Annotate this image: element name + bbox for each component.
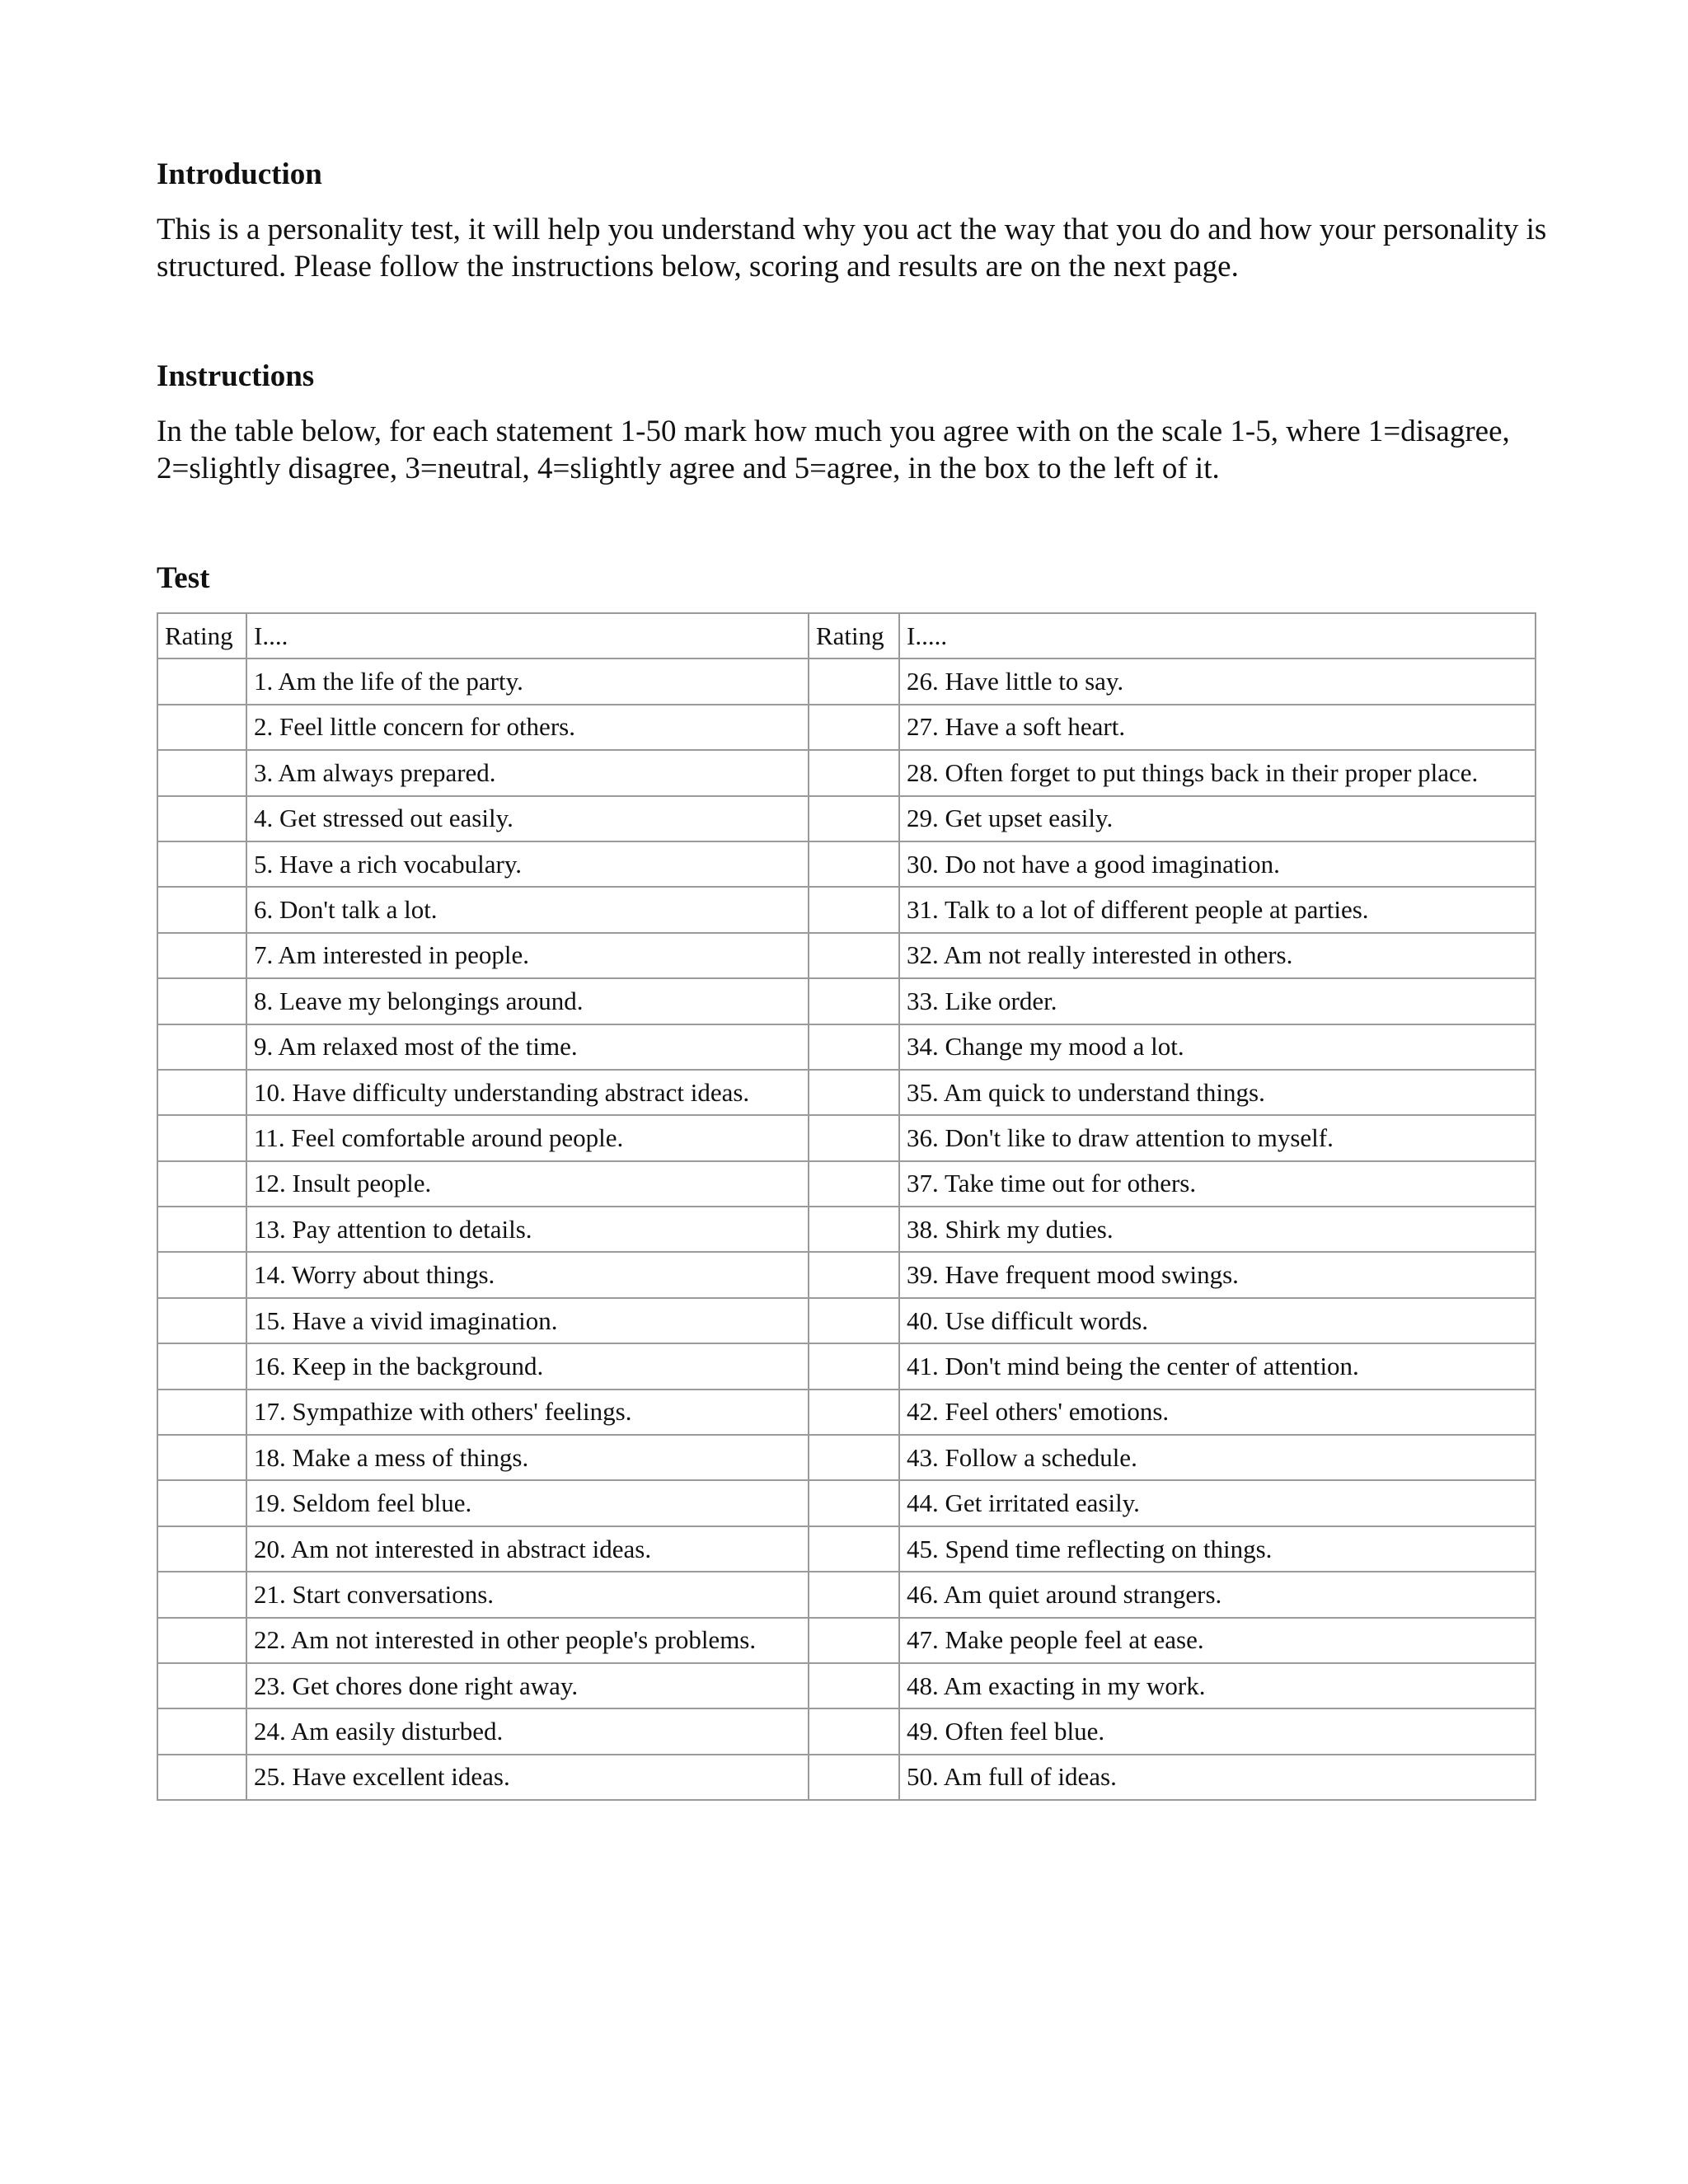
- statement-right: 45. Spend time reflecting on things.: [899, 1526, 1536, 1572]
- rating-box-left[interactable]: [157, 1343, 246, 1389]
- rating-box-left[interactable]: [157, 1298, 246, 1343]
- table-row: [157, 1526, 1536, 1572]
- statement-right: 42. Feel others' emotions.: [899, 1390, 1536, 1435]
- statement-left: 2. Feel little concern for others.: [246, 705, 809, 750]
- rating-box-left[interactable]: [157, 1252, 246, 1297]
- rating-box-right[interactable]: [809, 978, 899, 1024]
- table-row: [157, 1618, 1536, 1663]
- statement-right: 38. Shirk my duties.: [899, 1207, 1536, 1252]
- rating-box-left[interactable]: [157, 1115, 246, 1160]
- introduction-text: This is a personality test, it will help you understand why you act the way that you do and how your personality is structured. Please follow the instructions below, scoring and results are on the next page.: [157, 213, 1547, 284]
- table-row: [157, 978, 1536, 1024]
- table-row: [157, 1343, 1536, 1389]
- statement-left: 15. Have a vivid imagination.: [246, 1298, 809, 1343]
- statement-left: 6. Don't talk a lot.: [246, 887, 809, 932]
- rating-box-left[interactable]: [157, 841, 246, 887]
- rating-box-right[interactable]: [809, 887, 899, 932]
- statement-left: 4. Get stressed out easily.: [246, 796, 809, 841]
- rating-box-left[interactable]: [157, 796, 246, 841]
- rating-box-right[interactable]: [809, 1663, 899, 1708]
- rating-box-right[interactable]: [809, 796, 899, 841]
- statement-left: 8. Leave my belongings around.: [246, 978, 809, 1024]
- table-row: [157, 1390, 1536, 1435]
- statement-right: 50. Am full of ideas.: [899, 1755, 1536, 1800]
- statement-right: 39. Have frequent mood swings.: [899, 1252, 1536, 1297]
- statement-right: 32. Am not really interested in others.: [899, 933, 1536, 978]
- statement-right: 29. Get upset easily.: [899, 796, 1536, 841]
- statement-header-left: I....: [246, 613, 809, 658]
- rating-box-left[interactable]: [157, 1618, 246, 1663]
- statement-right: 34. Change my mood a lot.: [899, 1024, 1536, 1070]
- rating-header-right: Rating: [809, 613, 899, 658]
- table-row: [157, 841, 1536, 887]
- rating-box-left[interactable]: [157, 1572, 246, 1617]
- statement-left: 16. Keep in the background.: [246, 1343, 809, 1389]
- rating-box-right[interactable]: [809, 1207, 899, 1252]
- statement-left: 20. Am not interested in abstract ideas.: [246, 1526, 809, 1572]
- statement-left: 1. Am the life of the party.: [246, 658, 809, 704]
- rating-box-left[interactable]: [157, 887, 246, 932]
- statement-right: 43. Follow a schedule.: [899, 1435, 1536, 1480]
- statement-right: 36. Don't like to draw attention to myself.: [899, 1115, 1536, 1160]
- table-row: [157, 750, 1536, 795]
- rating-box-right[interactable]: [809, 1343, 899, 1389]
- statement-right: 41. Don't mind being the center of attention.: [899, 1343, 1536, 1389]
- statement-right: 33. Like order.: [899, 978, 1536, 1024]
- statement-left: 22. Am not interested in other people's problems.: [246, 1618, 809, 1663]
- rating-box-left[interactable]: [157, 1480, 246, 1526]
- statement-left: 25. Have excellent ideas.: [246, 1755, 809, 1800]
- statement-right: 37. Take time out for others.: [899, 1161, 1536, 1207]
- statement-right: 47. Make people feel at ease.: [899, 1618, 1536, 1663]
- rating-box-left[interactable]: [157, 1755, 246, 1800]
- statement-right: 31. Talk to a lot of different people at parties.: [899, 887, 1536, 932]
- table-header-row: [157, 613, 1536, 658]
- table-row: [157, 1480, 1536, 1526]
- rating-box-right[interactable]: [809, 750, 899, 795]
- statement-right: 40. Use difficult words.: [899, 1298, 1536, 1343]
- instructions-heading: Instructions: [157, 359, 315, 393]
- statement-left: 19. Seldom feel blue.: [246, 1480, 809, 1526]
- rating-box-left[interactable]: [157, 978, 246, 1024]
- statement-right: 26. Have little to say.: [899, 658, 1536, 704]
- table-row: [157, 705, 1536, 750]
- rating-box-left[interactable]: [157, 1708, 246, 1754]
- table-row: [157, 1755, 1536, 1800]
- test-table: [157, 612, 1536, 1801]
- statement-left: 13. Pay attention to details.: [246, 1207, 809, 1252]
- statement-right: 44. Get irritated easily.: [899, 1480, 1536, 1526]
- rating-box-right[interactable]: [809, 1024, 899, 1070]
- rating-box-left[interactable]: [157, 750, 246, 795]
- table-row: [157, 1115, 1536, 1160]
- table-row: [157, 658, 1536, 704]
- instructions-text: In the table below, for each statement 1-50 mark how much you agree with on the scale 1-5, where 1=disagree, 2=slightly disagree, 3=neutral, 4=slightly agree and 5=agree, in the box to the left of it.: [157, 415, 1510, 485]
- table-row: [157, 1207, 1536, 1252]
- table-row: [157, 887, 1536, 932]
- statement-left: 17. Sympathize with others' feelings.: [246, 1390, 809, 1435]
- rating-box-right[interactable]: [809, 1526, 899, 1572]
- rating-box-right[interactable]: [809, 1435, 899, 1480]
- rating-box-right[interactable]: [809, 1618, 899, 1663]
- table-row: [157, 1070, 1536, 1115]
- table-row: [157, 933, 1536, 978]
- table-row: [157, 1024, 1536, 1070]
- table-row: [157, 1252, 1536, 1297]
- rating-box-right[interactable]: [809, 1572, 899, 1617]
- rating-box-right[interactable]: [809, 705, 899, 750]
- rating-box-right[interactable]: [809, 658, 899, 704]
- statement-right: 49. Often feel blue.: [899, 1708, 1536, 1754]
- introduction-heading: Introduction: [157, 157, 322, 191]
- statement-left: 14. Worry about things.: [246, 1252, 809, 1297]
- statement-right: 28. Often forget to put things back in their proper place.: [899, 750, 1536, 795]
- rating-box-right[interactable]: [809, 1708, 899, 1754]
- rating-box-left[interactable]: [157, 933, 246, 978]
- rating-box-left[interactable]: [157, 658, 246, 704]
- rating-box-left[interactable]: [157, 705, 246, 750]
- statement-right: 30. Do not have a good imagination.: [899, 841, 1536, 887]
- table-row: [157, 1708, 1536, 1754]
- table-row: [157, 1663, 1536, 1708]
- statement-left: 10. Have difficulty understanding abstract ideas.: [246, 1070, 809, 1115]
- rating-box-left[interactable]: [157, 1390, 246, 1435]
- statement-left: 7. Am interested in people.: [246, 933, 809, 978]
- table-row: [157, 796, 1536, 841]
- rating-box-right[interactable]: [809, 841, 899, 887]
- statement-right: 46. Am quiet around strangers.: [899, 1572, 1536, 1617]
- statement-left: 11. Feel comfortable around people.: [246, 1115, 809, 1160]
- rating-box-right[interactable]: [809, 1390, 899, 1435]
- table-row: [157, 1161, 1536, 1207]
- table-row: [157, 1572, 1536, 1617]
- statement-left: 12. Insult people.: [246, 1161, 809, 1207]
- rating-box-right[interactable]: [809, 1161, 899, 1207]
- statement-right: 27. Have a soft heart.: [899, 705, 1536, 750]
- rating-box-right[interactable]: [809, 1115, 899, 1160]
- table-row: [157, 1298, 1536, 1343]
- rating-box-left[interactable]: [157, 1663, 246, 1708]
- rating-header-left: Rating: [157, 613, 246, 658]
- rating-box-left[interactable]: [157, 1435, 246, 1480]
- statement-left: 3. Am always prepared.: [246, 750, 809, 795]
- rating-box-right[interactable]: [809, 1480, 899, 1526]
- statement-left: 21. Start conversations.: [246, 1572, 809, 1617]
- statement-left: 5. Have a rich vocabulary.: [246, 841, 809, 887]
- rating-box-right[interactable]: [809, 933, 899, 978]
- rating-box-left[interactable]: [157, 1526, 246, 1572]
- statement-header-right: I.....: [899, 613, 1536, 658]
- rating-box-right[interactable]: [809, 1252, 899, 1297]
- rating-box-right[interactable]: [809, 1070, 899, 1115]
- statement-left: 23. Get chores done right away.: [246, 1663, 809, 1708]
- rating-box-left[interactable]: [157, 1070, 246, 1115]
- rating-box-left[interactable]: [157, 1207, 246, 1252]
- statement-right: 35. Am quick to understand things.: [899, 1070, 1536, 1115]
- rating-box-left[interactable]: [157, 1024, 246, 1070]
- rating-box-left[interactable]: [157, 1161, 246, 1207]
- statement-left: 24. Am easily disturbed.: [246, 1708, 809, 1754]
- rating-box-right[interactable]: [809, 1298, 899, 1343]
- test-heading: Test: [157, 561, 210, 595]
- statement-left: 18. Make a mess of things.: [246, 1435, 809, 1480]
- statement-left: 9. Am relaxed most of the time.: [246, 1024, 809, 1070]
- rating-box-right[interactable]: [809, 1755, 899, 1800]
- table-row: [157, 1435, 1536, 1480]
- statement-right: 48. Am exacting in my work.: [899, 1663, 1536, 1708]
